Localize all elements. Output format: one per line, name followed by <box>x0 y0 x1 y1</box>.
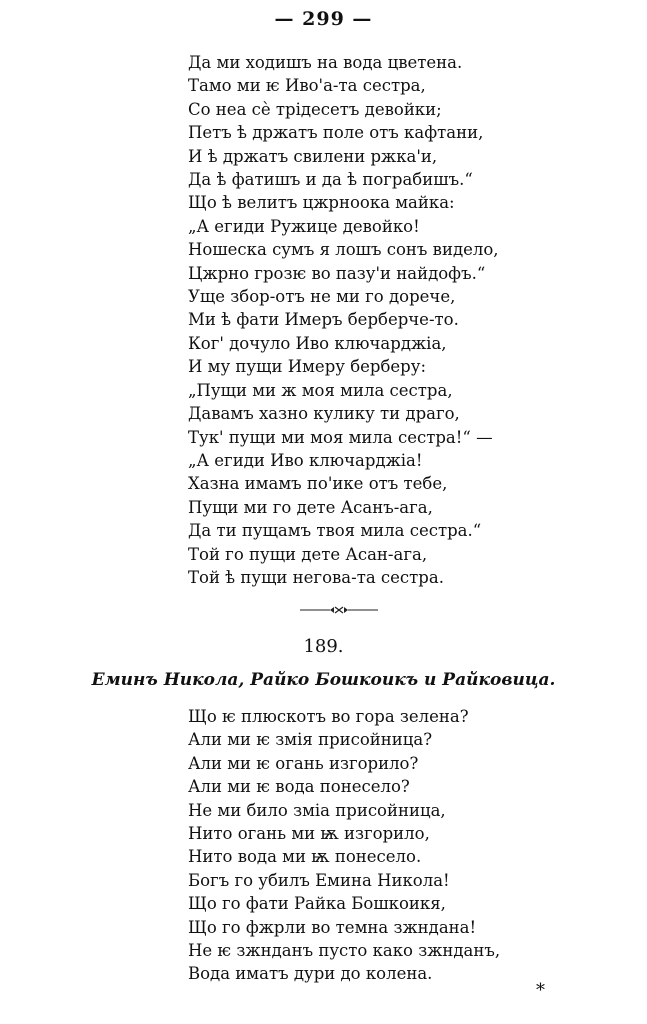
verse-line: Богъ го убилъ Емина Никола! <box>188 870 450 890</box>
poem-title: Еминъ Никола, Райко Бошкоикъ и Райковица. <box>91 670 556 690</box>
verse-line: Ког' дочуло Иво ключарджіа, <box>188 333 447 353</box>
poem-188-verses <box>188 51 499 589</box>
verse-line: Нито вода ми ѭ понесело. <box>188 847 422 867</box>
verse-line: Що ѥ плюскотъ во гора зелена? <box>188 707 469 726</box>
verse-line: Уще збор-отъ не ми го дорече, <box>188 287 456 307</box>
verse-line: Али ми ѥ вода понесело? <box>188 777 410 797</box>
verse-line: Не ми било зміа присойница, <box>188 800 446 820</box>
verse-line: Той ѣ пущи негова-та сестра. <box>188 567 444 587</box>
verse-line: Да ти пущамъ твоя мила сестра.“ <box>188 521 482 541</box>
verse-line: И ѣ држатъ свилени ржка'и, <box>188 146 438 166</box>
verse-line: Що ѣ велитъ цжрноока майка: <box>188 193 455 213</box>
verse-line: Да ми ходишъ на вода цветена. <box>188 53 463 72</box>
verse-line: Петъ ѣ држатъ поле отъ кафтани, <box>188 123 484 143</box>
section-divider <box>300 606 378 614</box>
verse-line: „А егиди Ружице девойко! <box>188 216 420 236</box>
footnote-asterisk: * <box>536 980 545 1001</box>
verse-line: Давамъ хазно кулику ти драго, <box>188 404 460 424</box>
verse-line: Хазна имамъ по'ике отъ тебе, <box>188 474 448 494</box>
verse-line: Не ѥ зжнданъ пусто како зжнданъ, <box>188 941 501 961</box>
verse-line: Али ми ѥ огань изгорило? <box>188 753 419 773</box>
verse-line: Цжрно грозѥ во пазу'и найдофъ.“ <box>188 263 486 283</box>
verse-line: Ми ѣ фати Имеръ берберче-то. <box>188 310 459 330</box>
verse-line: Али ми ѥ змія присойница? <box>188 730 433 750</box>
verse-line: „Пущи ми ж моя мила сестра, <box>188 380 453 400</box>
verse-line: Той го пущи дете Асан-ага, <box>188 544 428 564</box>
verse-line: Тук' пущи ми моя мила сестра!“ — <box>188 427 493 447</box>
verse-line: Да ѣ фатишъ и да ѣ пограбишъ.“ <box>188 170 473 190</box>
poem-number: 189. <box>303 636 344 657</box>
verse-line: „А егиди Иво ключарджіа! <box>188 450 423 470</box>
verse-line: И му пущи Имеру берберу: <box>188 357 427 377</box>
verse-line: Що го фати Райка Бошкоикя, <box>188 894 446 914</box>
verse-line: Со неа сѐ трідесетъ девойки; <box>188 99 442 119</box>
verse-line: Що го фжрли во темна зжндана! <box>188 917 477 937</box>
verse-line: Пущи ми го дете Асанъ-ага, <box>188 497 433 517</box>
verse-line: Ношеска сумъ я лошъ сонъ видело, <box>188 240 499 260</box>
verse-line: Тамо ми ѥ Иво'а-та сестра, <box>188 76 426 96</box>
poem-189-verses <box>188 705 500 986</box>
verse-line: Нито огань ми ѭ изгорило, <box>188 824 430 844</box>
page-header: — 299 — <box>274 8 373 30</box>
verse-line: Вода иматъ дури до колена. <box>188 964 433 984</box>
